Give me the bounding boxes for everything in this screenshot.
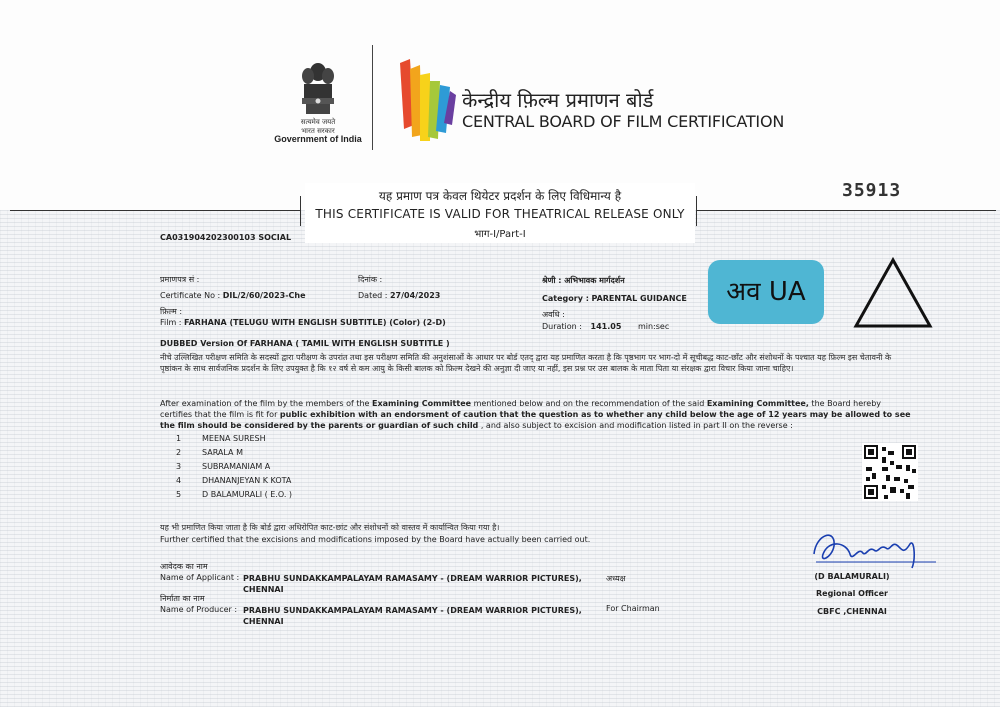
date-label: Dated :: [358, 291, 388, 300]
rule-tick-left: [300, 196, 301, 226]
ua-triangle-icon: [852, 256, 934, 330]
date-value: 27/04/2023: [389, 291, 441, 300]
producer-value: PRABHU SUNDAKKAMPALAYAM RAMASAMY - (DREAM WARRIOR PICTURES), CHENNAI: [243, 606, 582, 626]
validity-notice: [305, 183, 695, 243]
category-row: [542, 294, 687, 303]
officer-name: (D BALAMURALI): [814, 572, 890, 581]
rule-right: [696, 210, 996, 211]
para-part1: After examination of the film by the members of the: [160, 399, 373, 408]
para-bold: public exhibition with an endorsment of caution that the question as to whether any child below the age of 12 years may be allowed to see the film should be considered by the parents or guardian of such child: [160, 410, 911, 430]
duration-unit: min:sec: [637, 322, 670, 331]
hindi-paragraph: नीचे उल्लिखित परीक्षण समिति के सदस्यों द्वारा परीक्षण के उपरांत तथा इस परीक्षण समिति की अनुशंसाओं के आधार पर बोर्ड एतद् द्वारा यह प्रमाणित करता है कि पृष्ठभाग पर भाग-दो में सूचीबद्ध काट-छाँट और संशोधनों के पश्चात यह फ़िल्म इस चेतावनी के पृष्ठांकन के साथ सार्वजनिक प्रदर्शन के लिए उपयुक्त है कि १२ वर्ष से कम आयु के किसी बालक को फ़िल्म देखने की अनुज्ञा दी जाए या नहीं, इस प्रश्न पर उस बालक के माता पिता या संरक्षक द्वारा विचार किया जाना चाहिए।: [160, 353, 892, 373]
film-value: FARHANA (TELUGU WITH ENGLISH SUBTITLE) (Color) (2-D): [184, 318, 446, 327]
member-row: 4 DHANANJEYAN K KOTA: [176, 476, 292, 485]
serial-number: 35913: [842, 180, 902, 201]
member-row: 1 MEENA SURESH: [176, 434, 266, 443]
rule-tick-right: [696, 196, 697, 226]
officer-signature: [806, 524, 946, 578]
film-row: [160, 318, 446, 327]
board-name-english: CENTRAL BOARD OF FILM CERTIFICATION: [462, 112, 785, 131]
government-of-india-caption: Government of India: [274, 134, 362, 144]
national-emblem-icon: [296, 60, 340, 118]
film-label: Film :: [160, 318, 182, 327]
cbfc-logo-icon: [396, 55, 458, 145]
cert-no-hindi-label: प्रमाणपत्र सं :: [160, 275, 200, 284]
certificate-reference: CA031904202300103 SOCIAL: [160, 233, 292, 242]
validity-part: भाग-I/Part-I: [474, 229, 526, 240]
dubbed-line: DUBBED Version Of FARHANA ( TAMIL WITH ENGLISH SUBTITLE ): [160, 339, 450, 348]
applicant-value: PRABHU SUNDAKKAMPALAYAM RAMASAMY - (DREAM WARRIOR PICTURES), CHENNAI: [243, 574, 582, 594]
para-ec2: Examining Committee,: [706, 399, 809, 408]
duration-label: Duration :: [542, 322, 582, 331]
category-value: PARENTAL GUIDANCE: [591, 294, 687, 303]
validity-hindi: यह प्रमाण पत्र केवल थियेटर प्रदर्शन के लिए विधिमान्य है: [378, 189, 622, 203]
date-row: [358, 291, 440, 300]
para-ec1: Examining Committee: [372, 399, 472, 408]
duration-value: 141.05: [590, 322, 622, 331]
duration-hindi-label: अवधि :: [542, 310, 565, 319]
english-paragraph: [160, 398, 912, 431]
cert-no-value: DIL/2/60/2023-Che: [222, 291, 306, 300]
officer-title: Regional Officer: [815, 589, 888, 598]
security-background: [0, 210, 1000, 707]
for-chairman: For Chairman: [606, 604, 660, 613]
header-divider: [372, 45, 373, 150]
board-name-hindi: केन्द्रीय फ़िल्म प्रमाणन बोर्ड: [462, 88, 654, 112]
duration-row: [542, 322, 669, 331]
producer-hindi-label: निर्माता का नाम: [160, 594, 205, 603]
applicant-hindi-label: आवेदक का नाम: [160, 562, 208, 571]
further-certified-english: Further certified that the excisions and modifications imposed by the Board have actually been carried out.: [160, 535, 591, 544]
emblem-motto: सत्यमेव जयते भारत सरकार: [300, 118, 336, 135]
category-label: Category :: [542, 294, 589, 303]
further-certified-hindi: यह भी प्रमाणित किया जाता है कि बोर्ड द्वारा अधिरोपित काट-छांट और संशोधनों को वास्तव में कार्यान्वित किया गया है।: [160, 523, 500, 532]
film-hindi-label: फ़िल्म :: [160, 307, 183, 316]
date-hindi-label: दिनांक :: [358, 275, 383, 284]
member-row: 3 SUBRAMANIAM A: [176, 462, 271, 471]
chairman-hindi: अध्यक्ष: [606, 574, 626, 583]
committee-members: [176, 434, 292, 504]
category-hindi: श्रेणी : अभिभावक मार्गदर्शन: [542, 276, 625, 285]
cert-no-row: [160, 291, 306, 300]
applicant-label: Name of Applicant :: [160, 573, 240, 582]
para-part2: mentioned below and on the recommendation of the said: [471, 399, 707, 408]
para-part3: the Board hereby certifies that the film is fit for: [160, 399, 881, 419]
cert-no-label: Certificate No :: [160, 291, 221, 300]
qr-code-icon[interactable]: [862, 443, 918, 501]
officer-office: CBFC ,CHENNAI: [817, 607, 887, 616]
rule-left: [10, 210, 300, 211]
producer-label: Name of Producer :: [160, 605, 238, 614]
validity-english: THIS CERTIFICATE IS VALID FOR THEATRICAL RELEASE ONLY: [315, 207, 685, 221]
member-row: 2 SARALA M: [176, 448, 243, 457]
member-row: 5 D BALAMURALI ( E.O. ): [176, 490, 293, 499]
rating-badge: अव UA: [708, 260, 824, 324]
para-part4: , and also subject to excision and modification listed in part II on the reverse :: [478, 421, 793, 430]
